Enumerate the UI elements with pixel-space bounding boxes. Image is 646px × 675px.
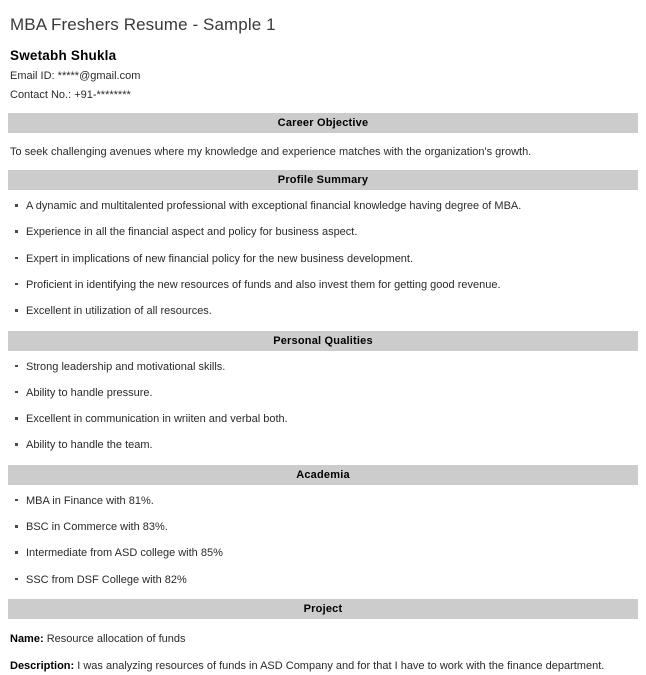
list-item: Strong leadership and motivational skills. (10, 360, 636, 374)
list-item: Excellent in utilization of all resources. (10, 304, 636, 318)
list-item: Expert in implications of new financial policy for the new business development. (10, 252, 636, 266)
career-objective-text: To seek challenging avenues where my knowledge and experience matches with the organization's growth. (10, 145, 532, 158)
section-heading-project: Project (8, 599, 638, 619)
list-item: Excellent in communication in wriiten and verbal both. (10, 412, 636, 426)
list-item: Experience in all the financial aspect and policy for business aspect. (10, 225, 636, 239)
list-item: A dynamic and multitalented professional with exceptional financial knowledge having degree of MBA. (10, 199, 636, 213)
list-item: Intermediate from ASD college with 85% (10, 546, 636, 560)
section-heading-profile-summary: Profile Summary (8, 170, 638, 190)
project-name-line (10, 632, 636, 647)
list-item: MBA in Finance with 81%. (10, 494, 636, 508)
personal-qualities-list (10, 360, 636, 453)
list-item: BSC in Commerce with 83%. (10, 520, 636, 534)
candidate-name: Swetabh Shukla (10, 48, 117, 63)
candidate-email: Email ID: *****@gmail.com (10, 70, 141, 82)
list-item: SSC from DSF College with 82% (10, 573, 636, 587)
candidate-phone: Contact No.: +91-******** (10, 88, 131, 101)
section-body-project (8, 632, 638, 675)
project-name-value: Resource allocation of funds (46, 632, 186, 645)
list-item: Ability to handle pressure. (10, 386, 636, 400)
section-body-personal-qualities (8, 360, 638, 453)
section-body-career-objective (8, 145, 638, 160)
project-description-label: Description: (10, 660, 75, 673)
candidate-header (8, 35, 638, 103)
project-description-line (10, 659, 636, 674)
section-body-academia (8, 494, 638, 587)
academia-list (10, 494, 636, 587)
list-item: Ability to handle the team. (10, 438, 636, 452)
section-heading-career-objective: Career Objective (8, 113, 638, 133)
project-name-label: Name: (10, 632, 44, 645)
page-title: MBA Freshers Resume - Sample 1 (10, 15, 276, 34)
profile-summary-list (10, 199, 636, 318)
list-item: Proficient in identifying the new resources of funds and also invest them for getting good revenue. (10, 278, 636, 292)
section-heading-academia: Academia (8, 465, 638, 485)
section-body-profile-summary (8, 199, 638, 318)
project-description-value: I was analyzing resources of funds in ASD Company and for that I have to work with the finance department. (77, 660, 605, 673)
section-heading-personal-qualities: Personal Qualities (8, 331, 638, 351)
